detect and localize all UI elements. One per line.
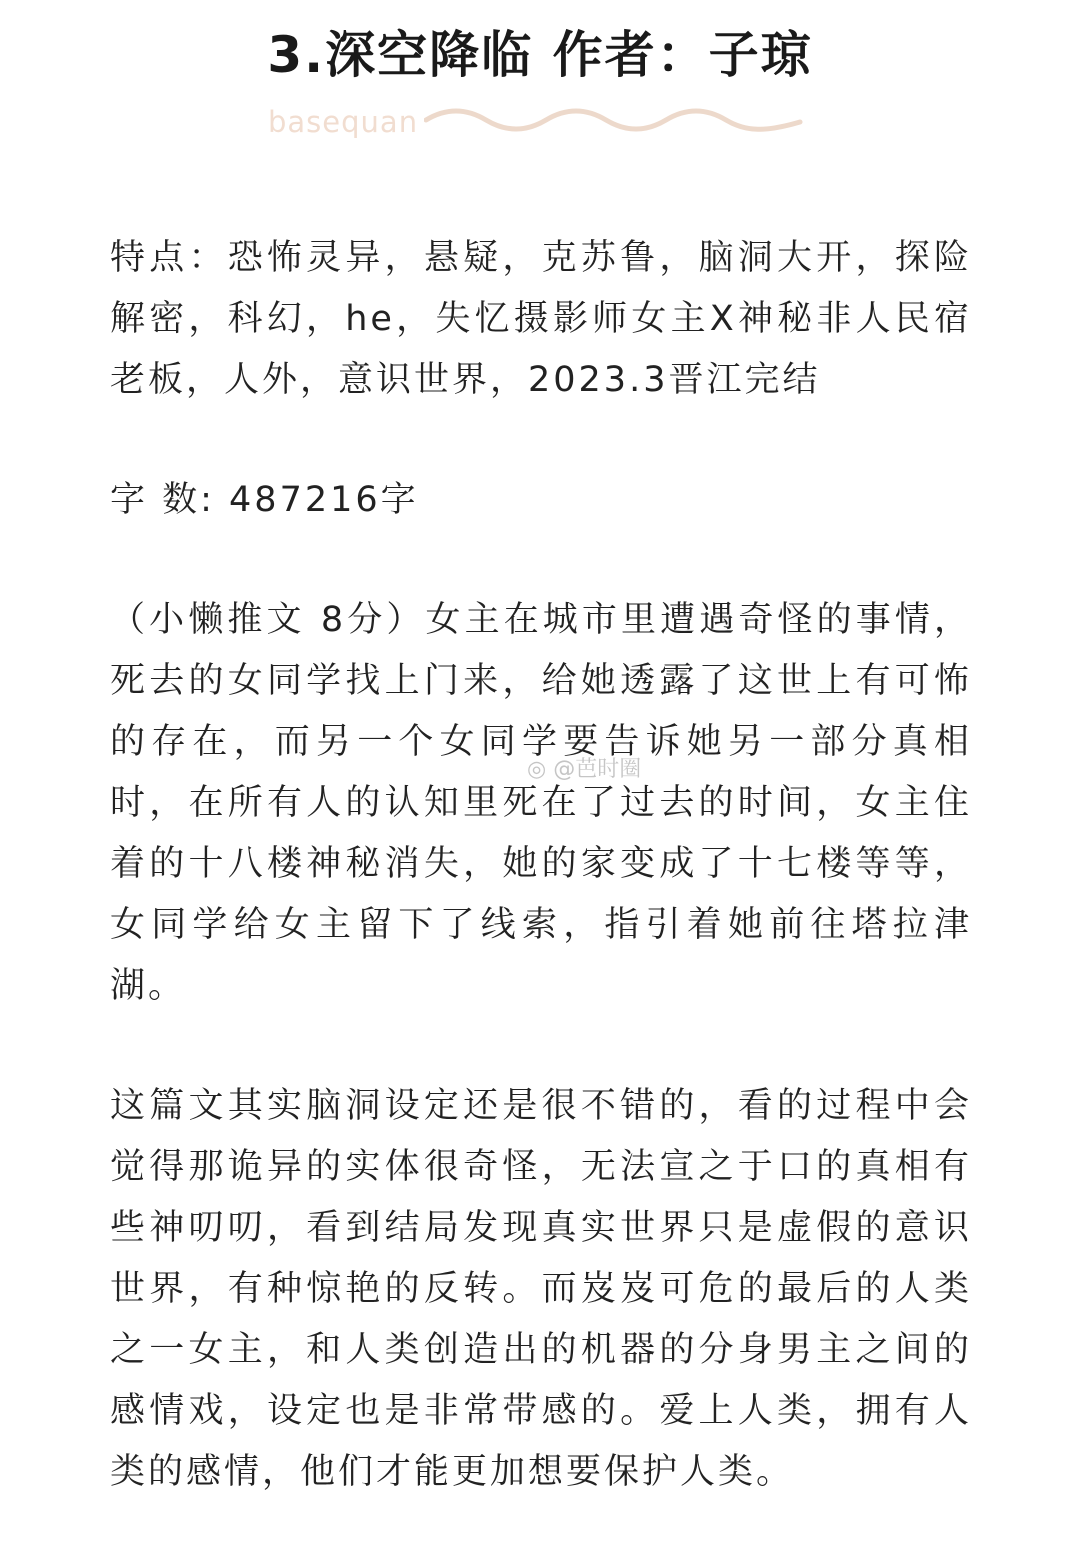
brand-label: basequan [268, 105, 419, 139]
wave-decoration-icon [424, 106, 804, 136]
article-body [110, 228, 972, 1562]
weibo-icon: ◎ [527, 757, 547, 782]
watermark [527, 752, 641, 783]
page-title: 3.深空降临 作者：子琼 [267, 26, 813, 84]
word-count: 字 数: 487216字 [110, 480, 419, 520]
brand-divider [0, 100, 1080, 144]
features-paragraph: 特点：恐怖灵异，悬疑，克苏鲁，脑洞大开，探险解密，科幻，he，失忆摄影师女主X神秘非人民宿老板，人外，意识世界，2023.3晋江完结 [110, 238, 972, 400]
summary-paragraph: （小懒推文 8分）女主在城市里遭遇奇怪的事情，死去的女同学找上门来，给她透露了这世上有可怖的存在，而另一个女同学要告诉她另一部分真相时，在所有人的认知里死在了过去的时间，女主住着的十八楼神秘消失，她的家变成了十七楼等等，女同学给女主留下了线索，指引着她前往塔拉津湖。 [110, 600, 972, 1006]
watermark-text: @芭时圈 [553, 757, 642, 782]
review-paragraph: 这篇文其实脑洞设定还是很不错的，看的过程中会觉得那诡异的实体很奇怪，无法宣之于口的真相有些神叨叨，看到结局发现真实世界只是虚假的意识世界，有种惊艳的反转。而岌岌可危的最后的人类之一女主，和人类创造出的机器的分身男主之间的感情戏，设定也是非常带感的。爱上人类，拥有人类的感情，他们才能更加想要保护人类。 [110, 1086, 972, 1492]
